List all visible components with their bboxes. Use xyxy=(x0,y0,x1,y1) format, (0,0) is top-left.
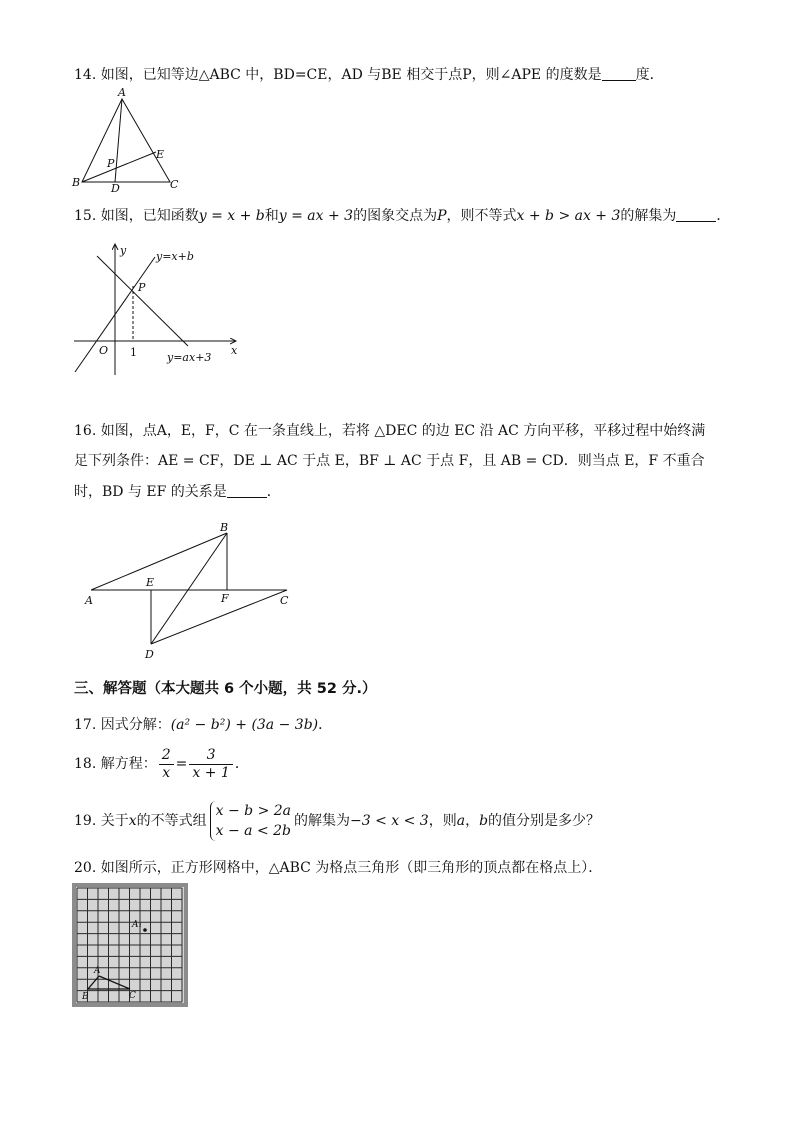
label-d: D xyxy=(111,182,120,195)
q16-line3 xyxy=(74,482,281,502)
label-a: A xyxy=(85,594,93,607)
label-b: B xyxy=(72,176,81,189)
q17-expression: (a² − b²) + (3a − 3b) xyxy=(170,717,319,733)
label-a1: A₁ xyxy=(132,920,143,930)
q19-post2: ，则 xyxy=(428,813,457,829)
q17-pre: 17. 因式分解： xyxy=(74,717,171,733)
label-e: E xyxy=(156,148,165,161)
q19-b: b xyxy=(479,813,489,829)
line2-label: y=ax+3 xyxy=(167,351,212,364)
y-label: y xyxy=(120,244,127,257)
q18-den1: x xyxy=(162,764,171,781)
q19-post: 的解集为 xyxy=(294,813,350,829)
label-b: B xyxy=(82,992,89,1002)
label-a: A xyxy=(94,966,101,976)
q16-end: ． xyxy=(266,484,281,500)
q14-stem: 14. 如图，已知等边△ABC 中，BD=CE，AD 与BE 相交于点P，则∠APE 的度数是 xyxy=(74,67,602,83)
q14-triangle-figure xyxy=(70,86,190,195)
triangle-abc xyxy=(82,99,170,182)
q15-f2: y = ax + 3 xyxy=(278,208,354,224)
q15-inequality: x + b > ax + 3 xyxy=(516,208,621,224)
label-c: C xyxy=(170,178,179,191)
origin-label: O xyxy=(99,344,109,357)
label-d: D xyxy=(145,648,154,661)
label-e: E xyxy=(146,576,155,589)
point-a1 xyxy=(143,928,147,932)
q16-figure xyxy=(80,518,300,668)
q18-fraction-right xyxy=(189,747,232,782)
intersection-label: P xyxy=(138,281,146,294)
q15-mid: 的图象交点为 xyxy=(353,208,438,224)
q15-and: 和 xyxy=(264,208,279,224)
label-c: C xyxy=(129,991,136,1001)
q20-grid-figure xyxy=(72,883,188,1007)
q18-fraction-left xyxy=(159,747,174,782)
q19-sep: ， xyxy=(465,813,480,829)
q17-text xyxy=(74,715,332,735)
label-a: A xyxy=(118,86,126,99)
q18-num1: 2 xyxy=(159,747,174,765)
q19-a: a xyxy=(456,813,466,829)
q14-answer-blank[interactable] xyxy=(602,66,636,81)
segment-be xyxy=(82,152,156,182)
q15-pre: 15. 如图，已知函数 xyxy=(74,208,199,224)
q18-equals: = xyxy=(175,756,188,772)
q16-line1: 16. 如图，点A，E，F，C 在一条直线上，若将 △DEC 的边 EC 沿 AC 方向平移，平移过程中始终满 xyxy=(74,423,706,439)
q16-line3-text: 时，BD 与 EF 的关系是 xyxy=(74,484,227,500)
q19-var: x xyxy=(128,813,137,829)
line-y-ax-plus-3 xyxy=(97,256,188,346)
q18-text xyxy=(74,746,249,782)
segment-dc xyxy=(151,590,287,644)
q16-line2: 足下列条件：AE = CF，DE ⊥ AC 于点 E，BF ⊥ AC 于点 F，且 AB = CD．则当点 E，F 不重合 xyxy=(74,453,705,469)
q19-end: 的值分别是多少？ xyxy=(488,813,601,829)
q19-pre: 19. 关于 xyxy=(74,813,129,829)
q19-inequality-system xyxy=(210,801,291,841)
tick-1-label: 1 xyxy=(130,346,137,359)
q15-end: ． xyxy=(716,208,731,224)
q14-suffix: 度． xyxy=(635,67,664,83)
q18-num2: 3 xyxy=(189,747,232,765)
q19-text xyxy=(74,800,600,842)
x-label: x xyxy=(231,344,238,357)
q19-row1: x − b > 2a xyxy=(215,803,291,819)
q15-answer-blank[interactable] xyxy=(676,207,716,222)
label-f: F xyxy=(221,592,229,605)
q18-pre: 18. 解方程： xyxy=(74,756,157,772)
q16-answer-blank[interactable] xyxy=(227,483,267,498)
q19-row2: x − a < 2b xyxy=(215,823,291,839)
line1-label: y=x+b xyxy=(156,250,194,263)
q19-solution: −3 < x < 3 xyxy=(350,813,429,829)
q15-text xyxy=(74,206,730,226)
q18-den2: x + 1 xyxy=(192,764,230,781)
q15-point: P xyxy=(437,208,447,224)
q18-end: ． xyxy=(234,756,249,772)
q17-end: ． xyxy=(318,717,333,733)
q19-mid: 的不等式组 xyxy=(136,813,207,829)
segment-ab xyxy=(91,533,227,590)
label-c: C xyxy=(280,594,289,607)
section-heading: 三、解答题（本大题共 6 个小题，共 52 分.） xyxy=(74,681,377,697)
segment-bd xyxy=(151,533,227,644)
q15-graph-figure xyxy=(70,240,250,380)
q20-text: 20. 如图所示，正方形网格中，△ABC 为格点三角形（即三角形的顶点都在格点上）． xyxy=(74,860,603,876)
label-p: P xyxy=(107,157,115,170)
q15-f1: y = x + b xyxy=(198,208,265,224)
q15-post: 的解集为 xyxy=(620,208,677,224)
q14-text xyxy=(74,65,664,85)
label-b: B xyxy=(220,521,229,534)
q15-ineq-pre: ，则不等式 xyxy=(446,208,517,224)
